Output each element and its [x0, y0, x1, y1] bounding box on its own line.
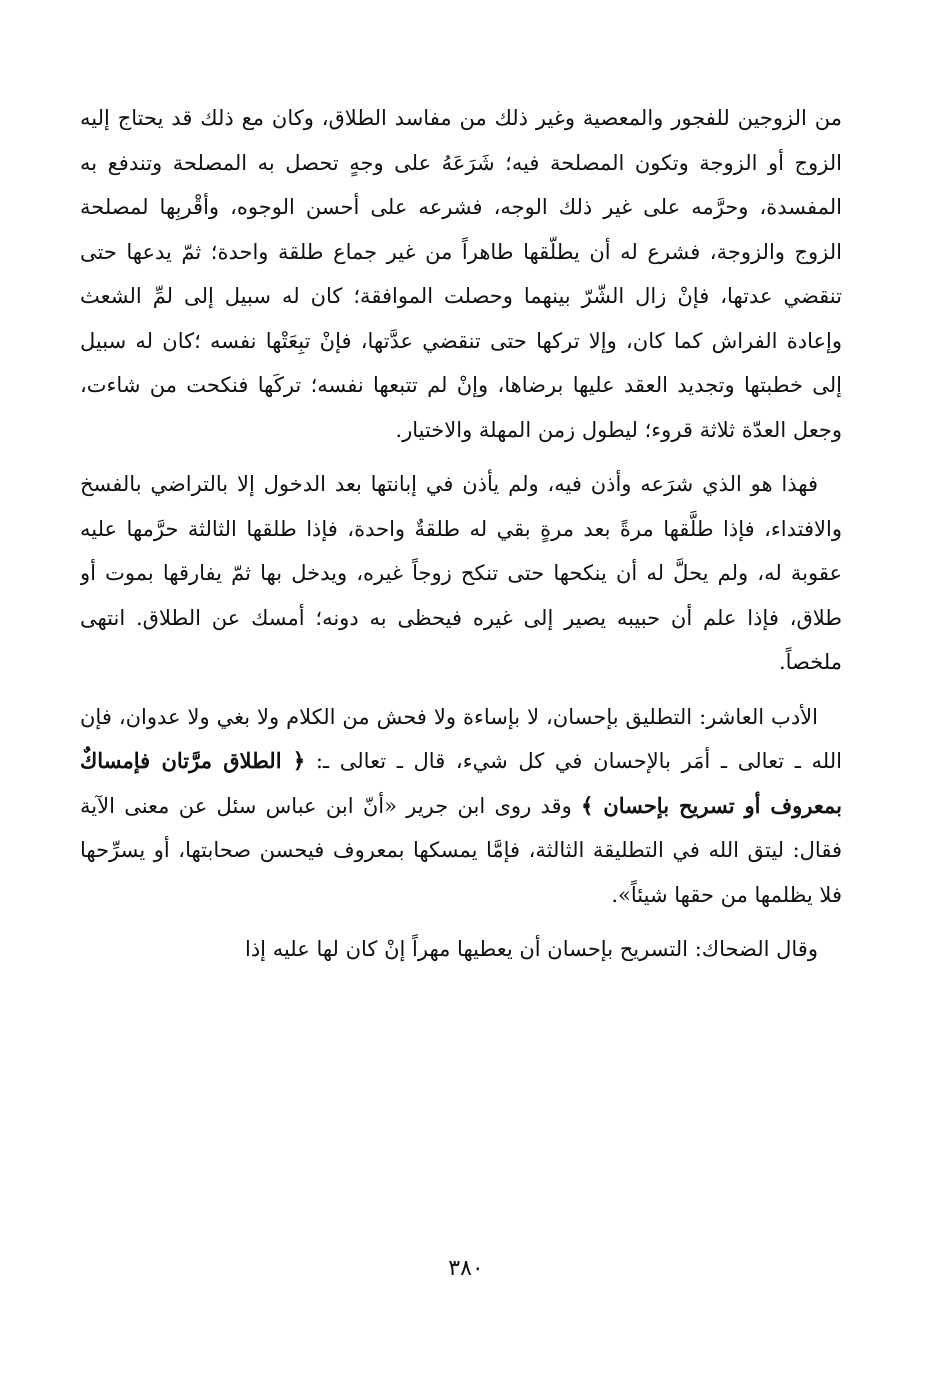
paragraph-3-intro: الأدب العاشر: التطليق بإحسان، لا بإساءة ولا فحش من الكلام ولا بغي ولا عدوان، فإن الله ـ تعالى ـ أمَر بالإحسان في كل شيء، قال ـ تعالى ـ: — [80, 704, 842, 773]
paragraph-1: من الزوجين للفجور والمعصية وغير ذلك من مفاسد الطلاق، وكان مع ذلك قد يحتاج إليه الزوج أو الزوجة وتكون المصلحة فيه؛ شَرَعَهُ على وجهٍ تحصل به المصلحة وتندفع به المفسدة، وحرَّمه على غير ذلك الوجه، فشرعه على أحسن الوجوه، وأقْربِها لمصلحة الزوج والزوجة، فشرع له أن يطلّقها طاهراً من غير جماع طلقة واحدة؛ ثمّ يدعها حتى تنقضي عدتها، فإنْ زال الشّرّ بينهما وحصلت الموافقة؛ كان له سبيل إلى لمِّ الشعث وإعادة الفراش كما كان، وإلا تركها حتى تنقضي عدَّتها، فإنْ تبِعَتْها نفسه ؛كان له سبيل إلى خطبتها وتجديد العقد عليها برضاها، وإنْ لم تتبعها نفسه؛ تركَها فنكحت من شاءت، وجعل العدّة ثلاثة قروء؛ ليطول زمن المهلة والاختيار. — [80, 106, 842, 442]
paragraph-3 — [80, 695, 842, 918]
paragraph-3-hadith: وقد روى ابن جرير «أنّ ابن عباس سئل عن معنى الآية فقال: ليتق الله في التطليقة الثالثة، فإمَّا يمسكها بمعروف فيحسن صحابتها، أو يسرِّحها فلا يظلمها من حقها شيئاً». — [80, 793, 842, 907]
paragraph-4: وقال الضحاك: التسريح بإحسان أن يعطيها مهراً إنْ كان لها عليه إذا — [245, 937, 818, 961]
text-block — [80, 96, 842, 972]
paragraph-2: فهذا هو الذي شرَعه وأذن فيه، ولم يأذن في إبانتها بعد الدخول إلا بالتراضي بالفسخ والافتداء، فإذا طلَّقها مرةً بعد مرةٍ بقي له طلقةٌ واحدة، فإذا طلقها الثالثة حرَّمها عليه عقوبة له، ولم يحلَّ له أن ينكحها حتى تنكح زوجاً غيره، ويدخل بها ثمّ يفارقها بموت أو طلاق، فإذا علم أن حبيبه يصير إلى غيره فيحظى به دونه؛ أمسك عن الطلاق. انتهى ملخصاً. — [80, 472, 842, 674]
quran-verse: ﴿ الطلاق مرَّتان فإمساكٌ بمعروف أو تسريح بإحسان ﴾ — [80, 748, 842, 818]
page-body — [80, 96, 842, 1246]
page-number: ٣٨٠ — [448, 1256, 484, 1281]
